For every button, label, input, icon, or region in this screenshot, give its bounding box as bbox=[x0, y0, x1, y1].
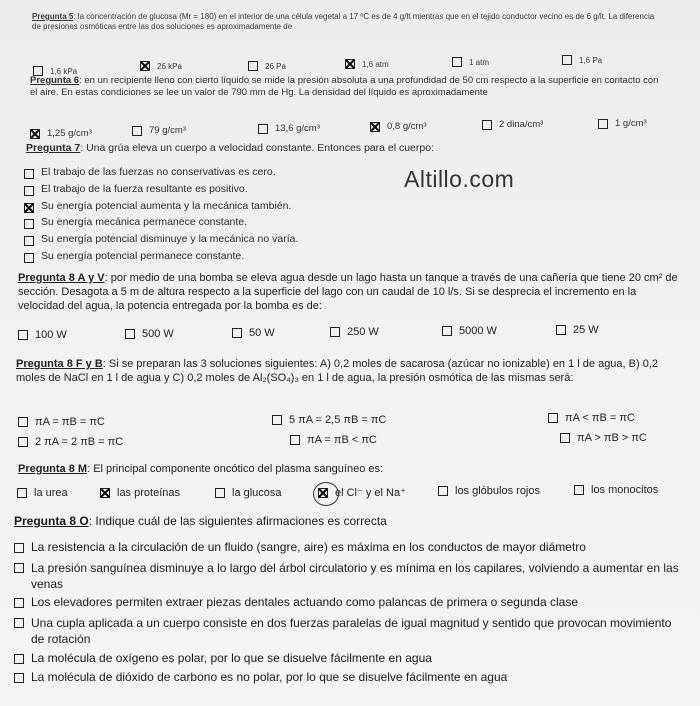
checkbox-icon[interactable] bbox=[272, 415, 282, 425]
checkbox-checked-icon[interactable] bbox=[345, 59, 355, 69]
checkbox-icon[interactable] bbox=[14, 654, 24, 664]
q8m-option-d[interactable]: el Cl⁻ y el Na⁺ bbox=[318, 486, 406, 499]
q5-option-e[interactable]: 1 atm bbox=[452, 57, 489, 67]
checkbox-icon[interactable] bbox=[258, 124, 268, 134]
checkbox-checked-icon[interactable] bbox=[30, 129, 40, 139]
watermark: Altillo.com bbox=[404, 166, 515, 192]
q8av-option-e[interactable]: 5000 W bbox=[442, 325, 497, 337]
question-8o bbox=[14, 514, 676, 529]
checkbox-icon[interactable] bbox=[438, 486, 448, 496]
checkbox-icon[interactable] bbox=[452, 57, 462, 67]
checkbox-icon[interactable] bbox=[132, 126, 142, 136]
q8o-option-d[interactable]: Una cupla aplicada a un cuerpo consiste en dos fuerzas paralelas de igual magnitud y sentido que provocan movimiento de rotación bbox=[14, 615, 688, 647]
q8o-option-a[interactable]: La resistencia a la circulación de un fluido (sangre, aire) es máxima en los conductos de mayor diámetro bbox=[14, 540, 678, 554]
q5-option-b[interactable]: 26 kPa bbox=[140, 61, 182, 71]
q7-option-a[interactable]: El trabajo de las fuerzas no conservativas es cero. bbox=[24, 166, 276, 179]
question-8fb-text: : Si se preparan las 3 soluciones siguientes: A) 0,2 moles de sacarosa (azúcar no ionizable) en 1 l de agua, B) 0,2 moles de NaCl en 1 l de agua y C) 0,2 moles de Al₂(SO₄)₃ en 1 l de agua, la presión osmótica de las mismas será: bbox=[16, 358, 659, 384]
q5-option-f[interactable]: 1,6 Pa bbox=[562, 55, 602, 65]
checkbox-checked-icon[interactable] bbox=[24, 203, 34, 213]
q8o-option-f[interactable]: La molécula de dióxido de carbono es no polar, por lo que se disuelve fácilmente en agua bbox=[14, 670, 678, 684]
q8fb-option-f[interactable]: πA > πB > πC bbox=[560, 432, 647, 444]
checkbox-icon[interactable] bbox=[18, 437, 28, 447]
question-8m-text: : El principal componente oncótico del plasma sanguíneo es: bbox=[87, 463, 384, 475]
question-8fb bbox=[16, 358, 684, 386]
q8fb-option-e[interactable]: πA = πB < πC bbox=[290, 434, 377, 446]
q8fb-option-c[interactable]: πA < πB = πC bbox=[548, 412, 635, 424]
q6-option-b[interactable]: 79 g/cm³ bbox=[132, 125, 186, 136]
q8av-option-a[interactable]: 100 W bbox=[18, 329, 67, 341]
question-7 bbox=[26, 142, 688, 155]
checkbox-icon[interactable] bbox=[14, 543, 24, 553]
question-7-title: Pregunta 7 bbox=[26, 142, 81, 154]
q8m-option-e[interactable]: los glóbulos rojos bbox=[438, 485, 540, 497]
q8av-option-b[interactable]: 500 W bbox=[125, 328, 174, 340]
checkbox-icon[interactable] bbox=[556, 325, 566, 335]
checkbox-icon[interactable] bbox=[442, 326, 452, 336]
pen-circle-mark bbox=[313, 482, 339, 506]
q7-option-f[interactable]: Su energía potencial permanece constante. bbox=[24, 250, 244, 263]
checkbox-icon[interactable] bbox=[548, 413, 558, 423]
question-8av bbox=[18, 272, 680, 313]
q8o-option-e[interactable]: La molécula de oxígeno es polar, por lo que se disuelve fácilmente en agua bbox=[14, 651, 678, 665]
checkbox-icon[interactable] bbox=[14, 618, 24, 628]
checkbox-icon[interactable] bbox=[14, 563, 24, 573]
checkbox-icon[interactable] bbox=[24, 186, 34, 196]
q8m-option-c[interactable]: la glucosa bbox=[215, 487, 282, 499]
question-5-title: Pregunta 5 bbox=[32, 12, 74, 21]
q8m-option-a[interactable]: la urea bbox=[17, 487, 68, 499]
checkbox-icon[interactable] bbox=[24, 253, 34, 263]
question-6-title: Pregunta 6 bbox=[30, 75, 80, 86]
q8fb-option-d[interactable]: 2 πA = 2 πB = πC bbox=[18, 436, 123, 448]
q6-option-c[interactable]: 13,6 g/cm³ bbox=[258, 123, 320, 134]
q6-option-f[interactable]: 1 g/cm³ bbox=[598, 118, 647, 129]
q8av-option-c[interactable]: 50 W bbox=[232, 327, 275, 339]
question-8o-title: Pregunta 8 O bbox=[14, 514, 89, 528]
q5-option-d[interactable]: 1,6 atm bbox=[345, 59, 389, 69]
question-7-text: : Una grúa eleva un cuerpo a velocidad constante. Entonces para el cuerpo: bbox=[80, 142, 434, 154]
checkbox-checked-icon[interactable] bbox=[370, 122, 380, 132]
checkbox-icon[interactable] bbox=[24, 169, 34, 179]
checkbox-icon[interactable] bbox=[125, 329, 135, 339]
q6-option-a[interactable]: 1,25 g/cm³ bbox=[30, 128, 92, 139]
question-8av-title: Pregunta 8 A y V bbox=[18, 272, 105, 284]
q8fb-option-a[interactable]: πA = πB = πC bbox=[18, 416, 105, 428]
question-8m-title: Pregunta 8 M bbox=[18, 463, 88, 475]
q6-option-e[interactable]: 2 dina/cm³ bbox=[482, 119, 543, 130]
q8o-option-c[interactable]: Los elevadores permiten extraer piezas dentales actuando como palancas de primera o segunda clase bbox=[14, 595, 678, 609]
question-5-text: : la concentración de glucosa (Mr = 180) en el interior de una célula vegetal a 17 ºC es de 4 g/lt mientras que en el tejido conductor vecino es de 6 g/lt. La diferencia de presiones osmóticas entre las dos soluciones es aproximadamente de bbox=[32, 12, 655, 31]
checkbox-checked-icon[interactable] bbox=[140, 61, 150, 71]
checkbox-icon[interactable] bbox=[562, 55, 572, 65]
q8o-option-b[interactable]: La presión sanguínea disminuye a lo largo del árbol circulatorio y es mínima en los capilares, volviendo a aumentar en las venas bbox=[14, 560, 688, 592]
question-5 bbox=[32, 12, 662, 32]
question-6-text: : en un recipiente lleno con cierto líquido se mide la presión absoluta a una profundidad de 50 cm respecto a la superficie en contacto con el aire. En estas condiciones se lee un valor de 790 mm de Hg. La densidad del líquido es aproximadamente bbox=[30, 75, 659, 98]
checkbox-icon[interactable] bbox=[18, 417, 28, 427]
q8m-option-f[interactable]: los monocitos bbox=[574, 484, 658, 496]
checkbox-icon[interactable] bbox=[560, 433, 570, 443]
checkbox-icon[interactable] bbox=[14, 598, 24, 608]
q8m-option-b[interactable]: las proteínas bbox=[100, 487, 180, 499]
q7-option-e[interactable]: Su energía potencial disminuye y la mecánica no varía. bbox=[24, 233, 298, 246]
q5-option-c[interactable]: 26 Pa bbox=[248, 61, 286, 71]
checkbox-icon[interactable] bbox=[290, 435, 300, 445]
question-8m bbox=[18, 463, 680, 477]
q6-option-d[interactable]: 0,8 g/cm³ bbox=[370, 121, 427, 132]
checkbox-icon[interactable] bbox=[17, 488, 27, 498]
checkbox-icon[interactable] bbox=[482, 120, 492, 130]
q7-option-b[interactable]: El trabajo de la fuerza resultante es positivo. bbox=[24, 183, 248, 196]
question-6 bbox=[30, 75, 668, 99]
question-8fb-title: Pregunta 8 F y B bbox=[16, 358, 103, 370]
q8av-option-f[interactable]: 25 W bbox=[556, 324, 599, 336]
checkbox-icon[interactable] bbox=[18, 330, 28, 340]
question-8av-text: : por medio de una bomba se eleva agua desde un lago hasta un tanque a través de una cañería que tiene 20 cm² de sección. Desagota a 5 m de altura respecto a la superficie del lago con un caudal de 10 l/s. Si se desprecia el incremento en la velocidad del agua, la potencia entregada por la bomba es de: bbox=[18, 272, 678, 312]
question-8o-text: : Indique cuál de las siguientes afirmaciones es correcta bbox=[88, 514, 387, 528]
checkbox-icon[interactable] bbox=[24, 236, 34, 246]
checkbox-icon[interactable] bbox=[14, 673, 24, 683]
checkbox-icon[interactable] bbox=[574, 485, 584, 495]
q5-option-a[interactable]: 1,6 kPa bbox=[33, 66, 77, 76]
checkbox-icon[interactable] bbox=[24, 219, 34, 229]
checkbox-icon[interactable] bbox=[598, 119, 608, 129]
q8av-option-d[interactable]: 250 W bbox=[330, 326, 379, 338]
checkbox-icon[interactable] bbox=[248, 61, 258, 71]
q7-option-c[interactable]: Su energía potencial aumenta y la mecánica también. bbox=[24, 200, 291, 213]
checkbox-icon[interactable] bbox=[232, 328, 242, 338]
q7-option-d[interactable]: Su energía mecánica permanece constante. bbox=[24, 216, 247, 229]
checkbox-checked-icon[interactable] bbox=[100, 488, 110, 498]
checkbox-icon[interactable] bbox=[215, 488, 225, 498]
q8fb-option-b[interactable]: 5 πA = 2,5 πB = πC bbox=[272, 414, 386, 426]
checkbox-icon[interactable] bbox=[330, 327, 340, 337]
